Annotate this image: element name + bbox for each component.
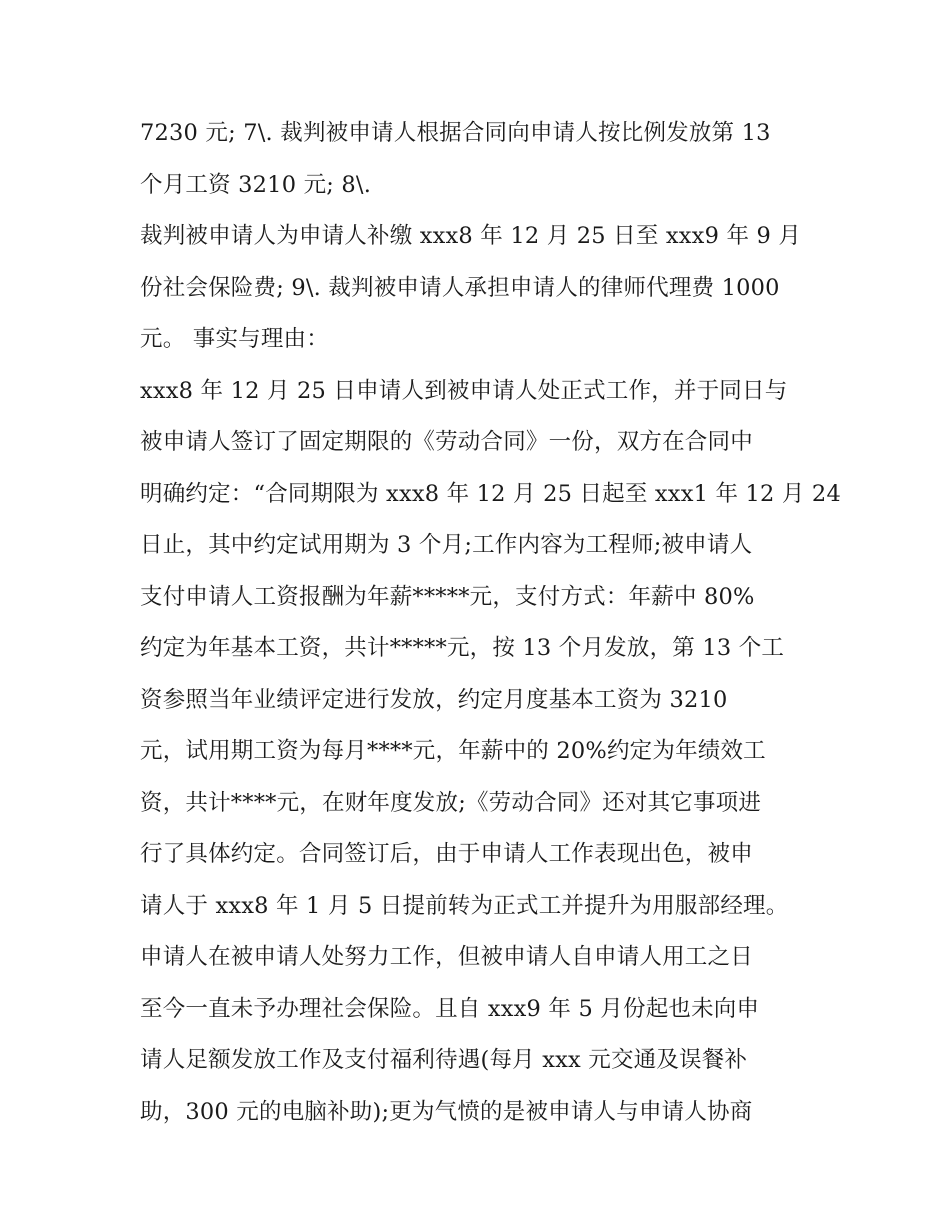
text-line: 资参照当年业绩评定进行发放，约定月度基本工资为 3210: [140, 686, 728, 713]
text-line: 支付申请人工资报酬为年薪*****元，支付方式：年薪中 80%: [140, 583, 755, 610]
text-line: 元，试用期工资为每月****元，年薪中的 20%约定为年绩效工: [140, 738, 766, 764]
text-line: 请人足额发放工作及支付福利待遇(每月 xxx 元交通及误餐补: [140, 1047, 748, 1073]
text-line: 个月工资 3210 元; 8\.: [140, 171, 372, 198]
text-line: 约定为年基本工资，共计*****元，按 13 个月发放，第 13 个工: [140, 635, 785, 661]
document-body: [140, 108, 841, 1138]
text-line: 元。 事实与理由：: [140, 326, 329, 352]
text-line: 请人于 xxx8 年 1 月 5 日提前转为正式工并提升为用服部经理。: [140, 892, 789, 919]
text-line: 资，共计****元，在财年度发放;《劳动合同》还对其它事项进: [140, 789, 762, 816]
text-line: 助，300 元的电脑补助);更为气愤的是被申请人与申请人协商: [140, 1098, 753, 1125]
text-line: 明确约定：“合同期限为 xxx8 年 12 月 25 日起至 xxx1 年 12 月 24: [140, 480, 841, 507]
text-line: 7230 元; 7\. 裁判被申请人根据合同向申请人按比例发放第 13: [140, 120, 771, 146]
text-line: 被申请人签订了固定期限的《劳动合同》一份，双方在合同中: [140, 429, 753, 455]
text-line: 日止，其中约定试用期为 3 个月;工作内容为工程师;被申请人: [140, 532, 753, 558]
text-line: 份社会保险费; 9\. 裁判被申请人承担申请人的律师代理费 1000: [140, 274, 780, 301]
text-line: xxx8 年 12 月 25 日申请人到被申请人处正式工作，并于同日与: [140, 377, 788, 404]
text-line: 至今一直未予办理社会保险。且自 xxx9 年 5 月份起也未向申: [140, 995, 760, 1022]
text-line: 裁判被申请人为申请人补缴 xxx8 年 12 月 25 日至 xxx9 年 9 月: [140, 223, 802, 249]
text-line: 申请人在被申请人处努力工作，但被申请人自申请人用工之日: [140, 944, 753, 970]
text-line: 行了具体约定。合同签订后，由于申请人工作表现出色，被申: [140, 841, 753, 867]
